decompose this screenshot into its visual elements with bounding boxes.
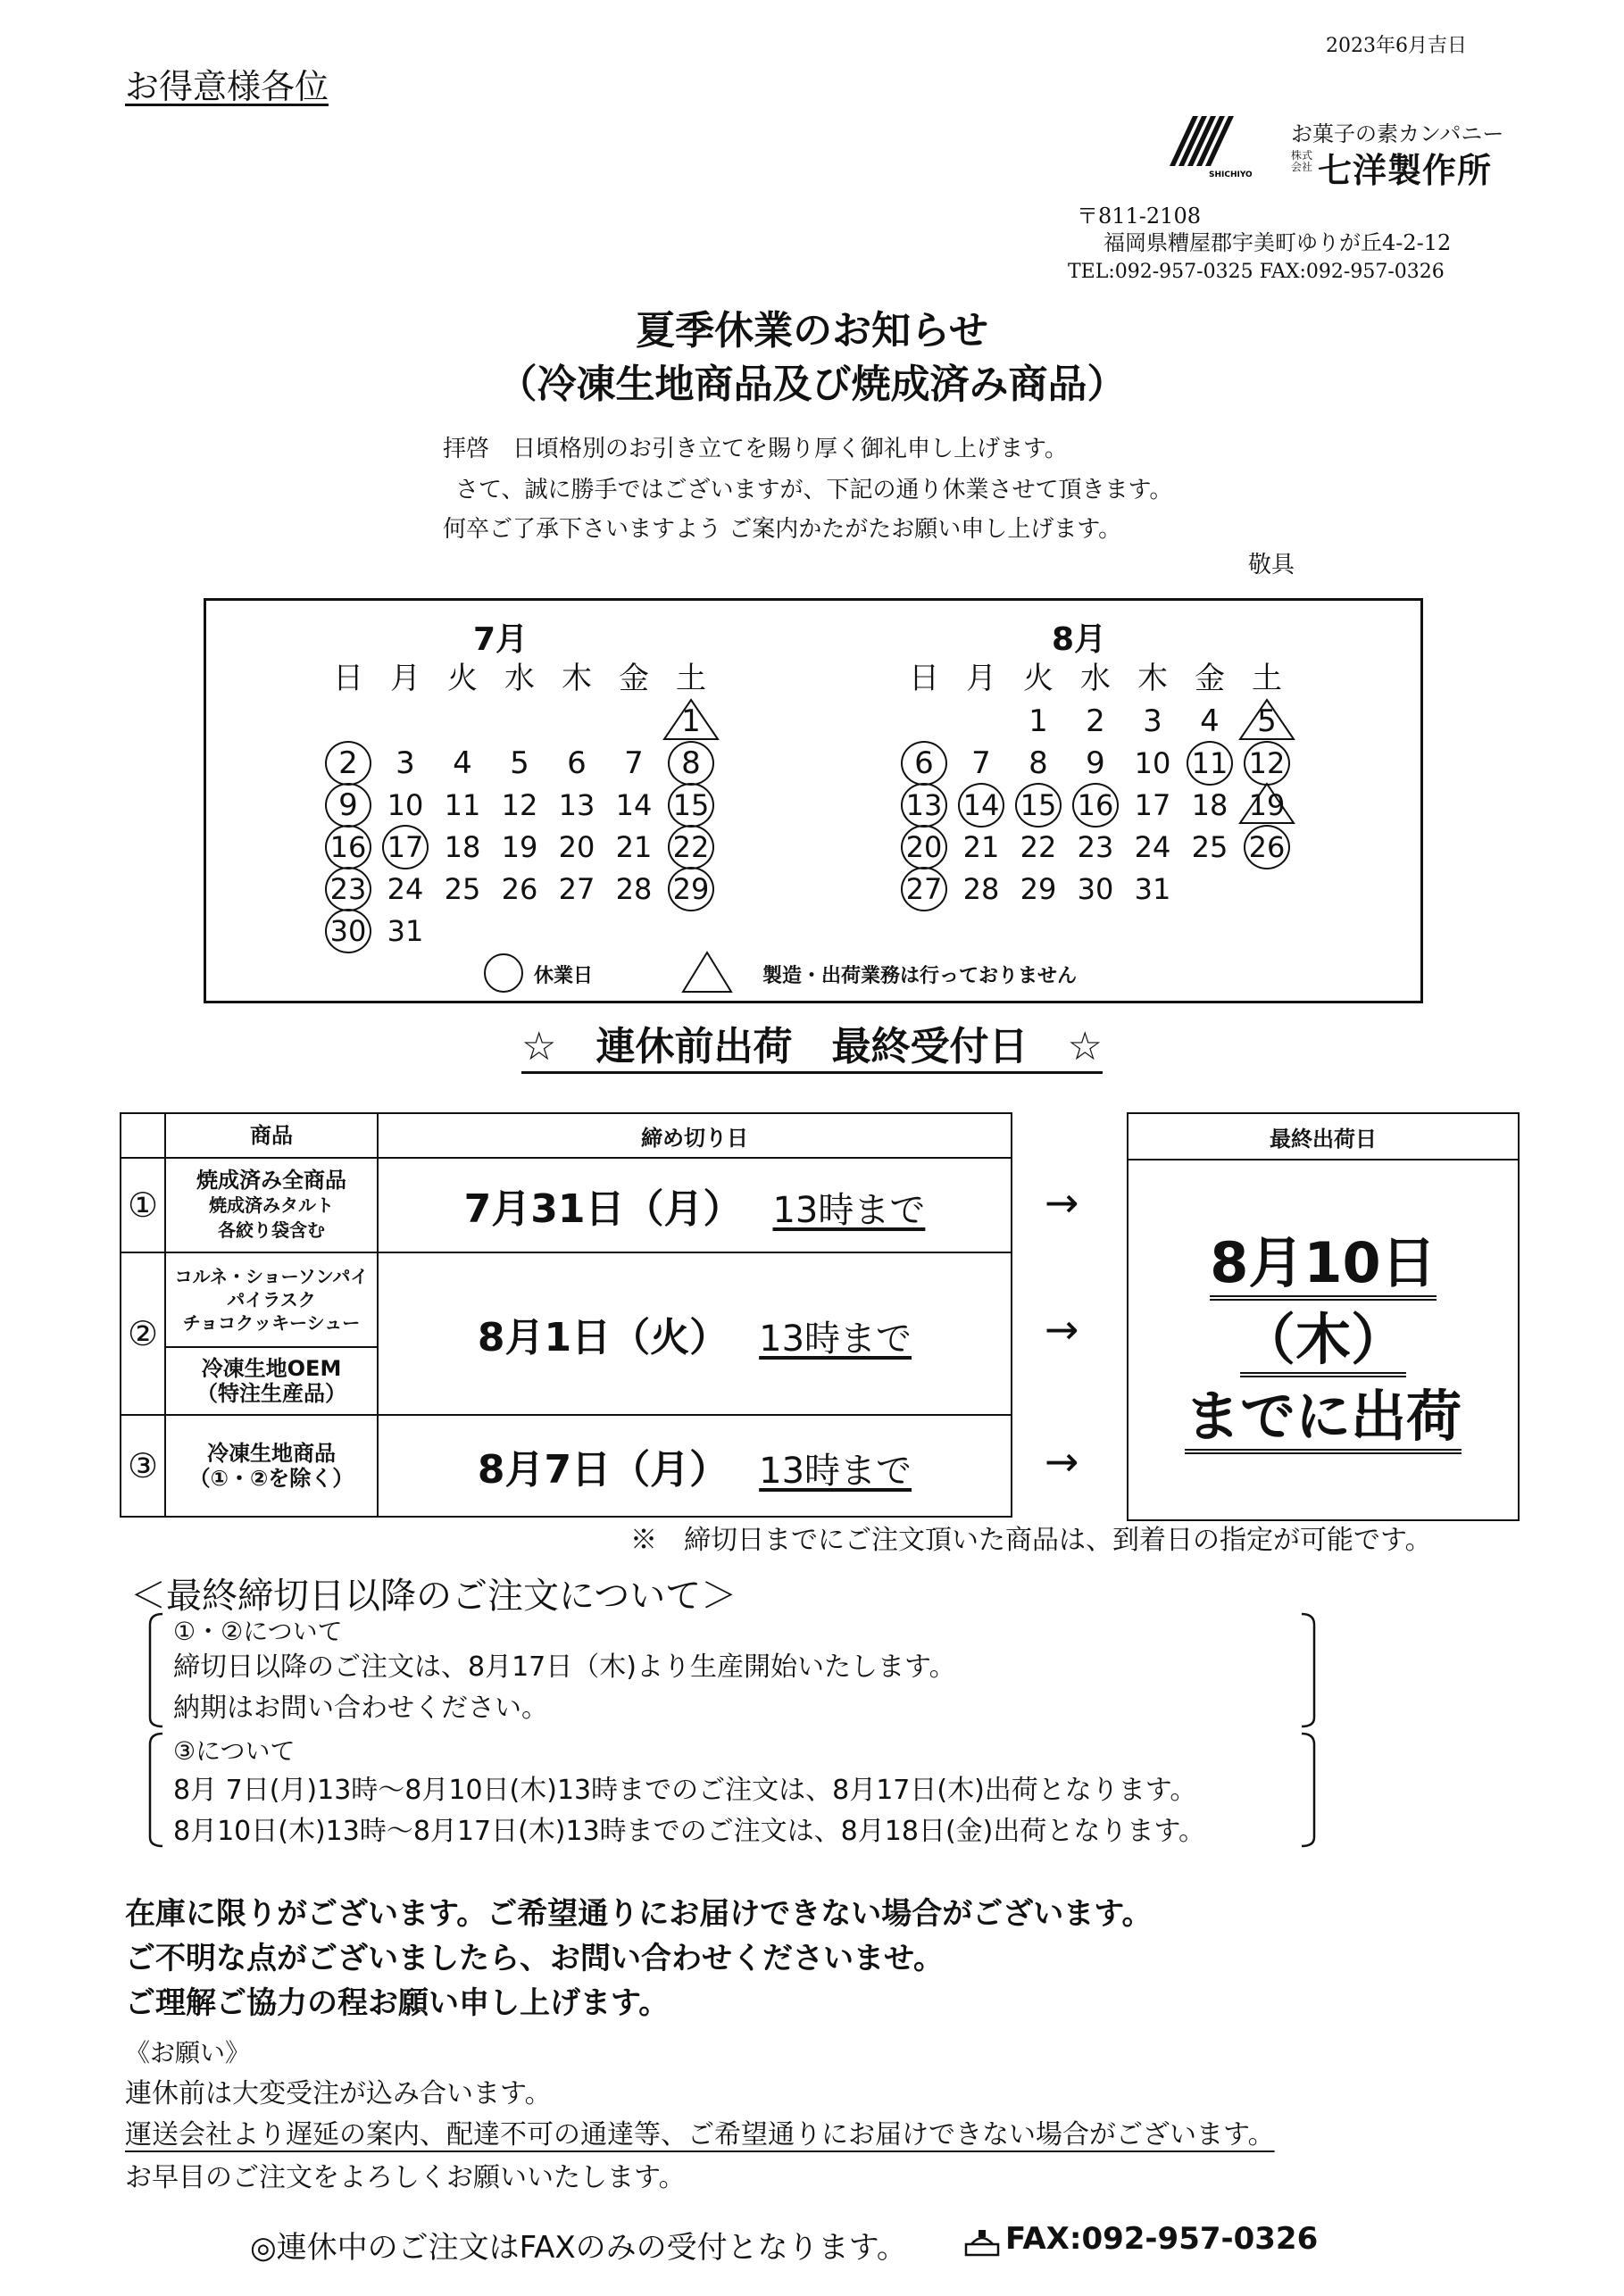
logo-text: SHICHIYO — [1209, 171, 1253, 179]
legend-holiday-label: 休業日 — [534, 965, 594, 987]
product-name: 冷凍生地商品 — [207, 1441, 336, 1466]
calendar-day: 29 — [1020, 872, 1057, 906]
calendar-day: 1 — [1029, 703, 1048, 739]
table-row — [121, 1415, 1012, 1517]
calendar-day: 6 — [914, 745, 934, 781]
calendar-day: 16 — [1077, 788, 1114, 822]
calendar-day: 10 — [1134, 746, 1171, 780]
calendar-day: 2 — [338, 745, 358, 781]
calendar-day: 21 — [615, 830, 653, 864]
arrow-icon: → — [1045, 1305, 1079, 1353]
brace-block-1 — [143, 1612, 1321, 1728]
notice-line: 在庫に限りがございます。ご希望通りにお届けできない場合がございます。 — [125, 1896, 1153, 1932]
row-deadline — [378, 1252, 1012, 1415]
calendar-day: 10 — [387, 788, 424, 822]
greeting-closing: 敬具 — [1248, 552, 1295, 578]
company-name: 七洋製作所 — [1318, 151, 1493, 190]
brace-text: 締切日以降のご注文は、8月17日（木)より生産開始いたします。 — [173, 1651, 956, 1683]
brace-block-2 — [143, 1732, 1321, 1848]
calendar-day: 31 — [387, 914, 424, 948]
weekday-label: 土 — [676, 661, 706, 696]
tel-fax: TEL:092-957-0325 FAX:092-957-0326 — [1068, 261, 1445, 283]
product-name: パイラスク — [227, 1289, 316, 1310]
calendar-day: 11 — [1191, 746, 1228, 780]
calendar-day: 30 — [1077, 872, 1114, 906]
month-title: 7月 — [473, 621, 529, 658]
brace-text: ①・②について — [173, 1617, 343, 1646]
after-deadline-title: ＜最終締切日以降のご注文について＞ — [130, 1576, 737, 1617]
calendar-day: 27 — [905, 872, 943, 906]
calendar-day: 13 — [905, 788, 943, 822]
calendar-day: 4 — [1200, 703, 1220, 739]
deadline-time: 13時まで — [772, 1190, 926, 1231]
calendar-day: 16 — [329, 830, 367, 864]
right-brace-icon — [1300, 1732, 1321, 1848]
request-line: お早目のご注文をよろしくお願いいたします。 — [125, 2162, 686, 2193]
calendar-day: 5 — [510, 745, 529, 781]
greeting-line: 拝啓 日頃格別のお引き立てを賜り厚く御礼申し上げます。 — [443, 436, 1068, 462]
row-number: ① — [121, 1158, 165, 1252]
weekday-label: 水 — [504, 661, 535, 696]
weekday-label: 木 — [562, 661, 592, 696]
calendar-day: 7 — [971, 745, 991, 781]
calendar-day: 31 — [1134, 872, 1171, 906]
request-line: 連休前は大変受注が込み合います。 — [125, 2078, 552, 2109]
calendar-day: 13 — [558, 788, 595, 822]
holiday-legend-circle-icon — [484, 953, 523, 993]
company-logo — [1157, 112, 1253, 180]
calendar-day: 14 — [962, 788, 1000, 822]
calendar-day: 24 — [1134, 830, 1171, 864]
product-name: コルネ・ショーソンパイ — [174, 1266, 369, 1287]
product-name: （①・②を除く） — [188, 1466, 354, 1491]
calendar-day: 28 — [962, 872, 1000, 906]
final-date-line1: 8月10日（木） — [1210, 1230, 1436, 1377]
table-row — [121, 1252, 1012, 1347]
brace-text: 8月10日(木)13時～8月17日(木)13時までのご注文は、8月18日(金)出荷となります。 — [173, 1816, 1205, 1847]
calendar-day: 7 — [624, 745, 644, 781]
header-deadline: 締め切り日 — [378, 1113, 1012, 1158]
calendar-day: 3 — [1143, 703, 1162, 739]
product-name: 焼成済みタルト — [209, 1194, 334, 1216]
calendar-day: 29 — [672, 872, 710, 906]
brace-text: 8月 7日(月)13時～8月10日(木)13時までのご注文は、8月17日(木)出荷となります。 — [173, 1775, 1197, 1806]
deadline-heading-text: ☆ 連休前出荷 最終受付日 ☆ — [521, 1024, 1103, 1074]
calendar-day: 2 — [1086, 703, 1105, 739]
weekday-label: 金 — [1195, 661, 1225, 696]
calendar-day: 23 — [1077, 830, 1114, 864]
final-date-line2: までに出荷 — [1185, 1384, 1462, 1454]
no-production-legend-triangle-icon — [680, 950, 734, 994]
company-prefix: 株式会社 — [1291, 149, 1313, 173]
product-name: 各絞り袋含む — [218, 1219, 325, 1241]
row-deadline — [378, 1158, 1012, 1252]
request-line: 運送会社より遅延の案内、配達不可の通達等、ご希望通りにお届けできない場合がございます。 — [125, 2119, 1275, 2150]
row-number: ③ — [121, 1415, 165, 1517]
weekday-label: 火 — [1023, 661, 1054, 696]
calendar-day: 18 — [1191, 788, 1228, 822]
left-brace-icon — [143, 1732, 164, 1848]
notice-line: ご理解ご協力の程お願い申し上げます。 — [125, 1985, 670, 2021]
product-name: 冷凍生地OEM — [201, 1356, 342, 1381]
calendar-day: 25 — [444, 872, 481, 906]
fax-number: FAX:092-957-0326 — [1005, 2221, 1319, 2257]
recipient: お得意様各位 — [125, 67, 329, 106]
row-products — [165, 1252, 378, 1347]
final-shipping-date — [1128, 1160, 1519, 1520]
table-row — [121, 1158, 1012, 1252]
calendar-day: 18 — [444, 830, 481, 864]
company-tagline: お菓子の素カンパニー — [1291, 121, 1504, 146]
calendar-day: 8 — [1029, 745, 1048, 781]
final-shipping-table — [1127, 1112, 1520, 1521]
brace-text: ③について — [173, 1736, 296, 1766]
calendar-day: 23 — [329, 872, 367, 906]
month-title: 8月 — [1052, 621, 1107, 658]
calendar-day: 30 — [329, 914, 367, 948]
calendar-day: 19 — [501, 830, 538, 864]
zip-code: 〒811-2108 — [1077, 204, 1201, 229]
calendar-day: 26 — [1248, 830, 1286, 864]
calendar-day: 22 — [672, 830, 710, 864]
deadline-time: 13時まで — [759, 1451, 912, 1492]
calendar-day: 21 — [962, 830, 1000, 864]
calendar-day: 9 — [1086, 745, 1105, 781]
weekday-label: 日 — [333, 661, 363, 696]
calendar-day: 27 — [558, 872, 595, 906]
weekday-label: 金 — [619, 661, 649, 696]
greeting-line: さて、誠に勝手ではございますが、下記の通り休業させて頂きます。 — [455, 477, 1173, 503]
calendar-day: 1 — [681, 703, 701, 739]
calendar-day: 12 — [501, 788, 538, 822]
calendar-day: 20 — [558, 830, 595, 864]
arrow-icon: → — [1045, 1178, 1079, 1227]
calendar-day: 5 — [1257, 703, 1277, 739]
row-products — [165, 1347, 378, 1415]
row-deadline — [378, 1415, 1012, 1517]
header-product: 商品 — [165, 1113, 378, 1158]
calendar-day: 15 — [672, 788, 710, 822]
weekday-label: 月 — [966, 661, 996, 696]
weekday-label: 土 — [1252, 661, 1282, 696]
row-products — [165, 1415, 378, 1517]
request-title: 《お願い》 — [125, 2038, 251, 2067]
weekday-label: 月 — [390, 661, 421, 696]
deadline-heading — [0, 1014, 1624, 1071]
table-corner — [121, 1113, 165, 1158]
calendar-day: 28 — [615, 872, 653, 906]
weekday-label: 火 — [447, 661, 478, 696]
calendar-day: 17 — [387, 830, 424, 864]
arrow-icon: → — [1045, 1437, 1079, 1485]
header-final-shipping: 最終出荷日 — [1128, 1113, 1519, 1160]
row-products — [165, 1158, 378, 1252]
address: 福岡県糟屋郡宇美町ゆりが丘4-2-12 — [1103, 230, 1452, 255]
weekday-label: 木 — [1137, 661, 1168, 696]
fax-note: ◎連休中のご注文はFAXのみの受付となります。 — [250, 2230, 907, 2266]
calendar-day: 19 — [1248, 788, 1286, 822]
calendar-day: 17 — [1134, 788, 1171, 822]
document-date: 2023年6月吉日 — [1326, 35, 1467, 57]
brace-text: 納期はお問い合わせください。 — [173, 1693, 548, 1724]
calendar-day: 9 — [338, 787, 358, 823]
calendar-day: 15 — [1020, 788, 1057, 822]
row-number: ② — [121, 1252, 165, 1415]
right-brace-icon — [1300, 1612, 1321, 1728]
product-name: 焼成済み全商品 — [196, 1168, 346, 1193]
calendar-day: 6 — [567, 745, 587, 781]
deadline-time: 13時まで — [759, 1319, 912, 1360]
calendar-day: 4 — [453, 745, 472, 781]
legend-no-production-label: 製造・出荷業務は行っておりません — [762, 965, 1078, 987]
calendar-day: 20 — [905, 830, 943, 864]
title-line2: （冷凍生地商品及び焼成済み商品） — [497, 362, 1127, 407]
deadline-date: 7月31日（月） — [463, 1186, 743, 1232]
weekday-label: 日 — [909, 661, 939, 696]
calendar-day: 3 — [396, 745, 415, 781]
deadline-note: ※ 締切日までにご注文頂いた商品は、到着日の指定が可能です。 — [630, 1525, 1432, 1556]
title-line1: 夏季休業のお知らせ — [636, 308, 988, 354]
calendar-day: 26 — [501, 872, 538, 906]
calendar-day: 12 — [1248, 746, 1286, 780]
calendar-day: 14 — [615, 788, 653, 822]
product-name: チョコクッキーシュー — [182, 1312, 361, 1334]
product-name: （特注生産品） — [196, 1381, 346, 1406]
calendar-day: 24 — [387, 872, 424, 906]
deadline-date: 8月1日（火） — [477, 1315, 729, 1360]
calendar-day: 22 — [1020, 830, 1057, 864]
deadline-date: 8月7日（月） — [477, 1447, 729, 1493]
greeting-line: 何卒ご了承下さいますよう ご案内かたがたお願い申し上げます。 — [443, 516, 1122, 543]
left-brace-icon — [143, 1612, 164, 1728]
calendar-day: 25 — [1191, 830, 1228, 864]
fax-icon — [962, 2228, 1002, 2259]
calendar-day: 11 — [444, 788, 481, 822]
weekday-label: 水 — [1080, 661, 1111, 696]
deadline-table — [120, 1112, 1012, 1518]
notice-line: ご不明な点がございましたら、お問い合わせくださいませ。 — [125, 1941, 944, 1976]
calendar-day: 8 — [681, 745, 701, 781]
